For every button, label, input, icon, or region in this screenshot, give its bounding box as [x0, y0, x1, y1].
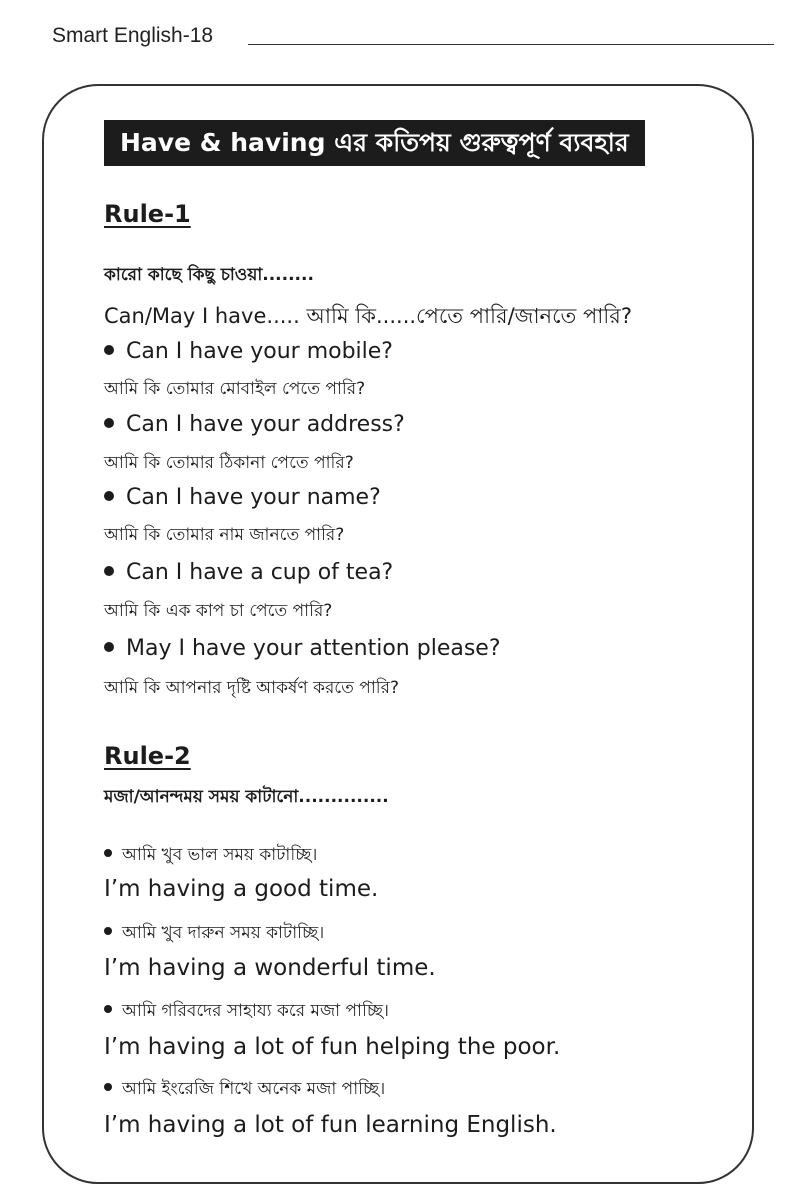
- rule1-pattern: Can/May I have..... আমি কি......পেতে পারি/জানতে পারি?: [104, 304, 633, 328]
- page-header-title: Smart English-18: [52, 24, 214, 47]
- rule2-example-4-en: I’m having a lot of fun learning English.: [104, 1112, 557, 1138]
- rule2-subhead: মজা/আনন্দময় সময় কাটানো..............: [104, 787, 389, 807]
- rule2-example-4-bn: আমি ইংরেজি শিখে অনেক মজা পাচ্ছি।: [104, 1076, 385, 1104]
- rule2-example-1-en: I’m having a good time.: [104, 876, 379, 902]
- bullet-icon: [104, 345, 114, 355]
- rule1-example-3-en: Can I have your name?: [104, 485, 381, 510]
- rule2-heading: Rule-2: [104, 742, 191, 770]
- header-rule-line: [248, 44, 774, 45]
- rule1-subhead: কারো কাছে কিছু চাওয়া........: [104, 265, 314, 285]
- rule1-example-4-en: Can I have a cup of tea?: [104, 560, 393, 585]
- bullet-icon: [104, 566, 114, 576]
- section-banner: Have & having এর কতিপয় গুরুত্বপূর্ণ ব্যবহার: [104, 120, 645, 166]
- bullet-icon: [104, 927, 112, 935]
- bullet-icon: [104, 1083, 112, 1091]
- rule2-example-3-bn: আমি গরিবদের সাহায্য করে মজা পাচ্ছি।: [104, 998, 389, 1026]
- rule2-example-1-bn: আমি খুব ভাল সময় কাটাচ্ছি।: [104, 842, 317, 870]
- rule2-example-2-en: I’m having a wonderful time.: [104, 955, 436, 981]
- bullet-icon: [104, 849, 112, 857]
- rule1-example-2-en: Can I have your address?: [104, 412, 405, 437]
- rule1-example-4-bn: আমি কি এক কাপ চা পেতে পারি?: [104, 601, 333, 621]
- rule1-example-1-bn: আমি কি তোমার মোবাইল পেতে পারি?: [104, 379, 366, 399]
- bullet-icon: [104, 418, 114, 428]
- rule1-heading: Rule-1: [104, 200, 191, 228]
- bullet-icon: [104, 1005, 112, 1013]
- bullet-icon: [104, 642, 114, 652]
- page-header: [52, 22, 774, 52]
- rule1-example-2-bn: আমি কি তোমার ঠিকানা পেতে পারি?: [104, 453, 354, 473]
- bullet-icon: [104, 491, 114, 501]
- rule2-example-3-en: I’m having a lot of fun helping the poor.: [104, 1034, 561, 1060]
- rule2-example-2-bn: আমি খুব দারুন সময় কাটাচ্ছি।: [104, 920, 324, 948]
- rule1-example-5-bn: আমি কি আপনার দৃষ্টি আকর্ষণ করতে পারি?: [104, 678, 400, 698]
- rule1-example-5-en: May I have your attention please?: [104, 636, 501, 661]
- rule1-example-1-en: Can I have your mobile?: [104, 339, 393, 364]
- rule1-example-3-bn: আমি কি তোমার নাম জানতে পারি?: [104, 525, 345, 545]
